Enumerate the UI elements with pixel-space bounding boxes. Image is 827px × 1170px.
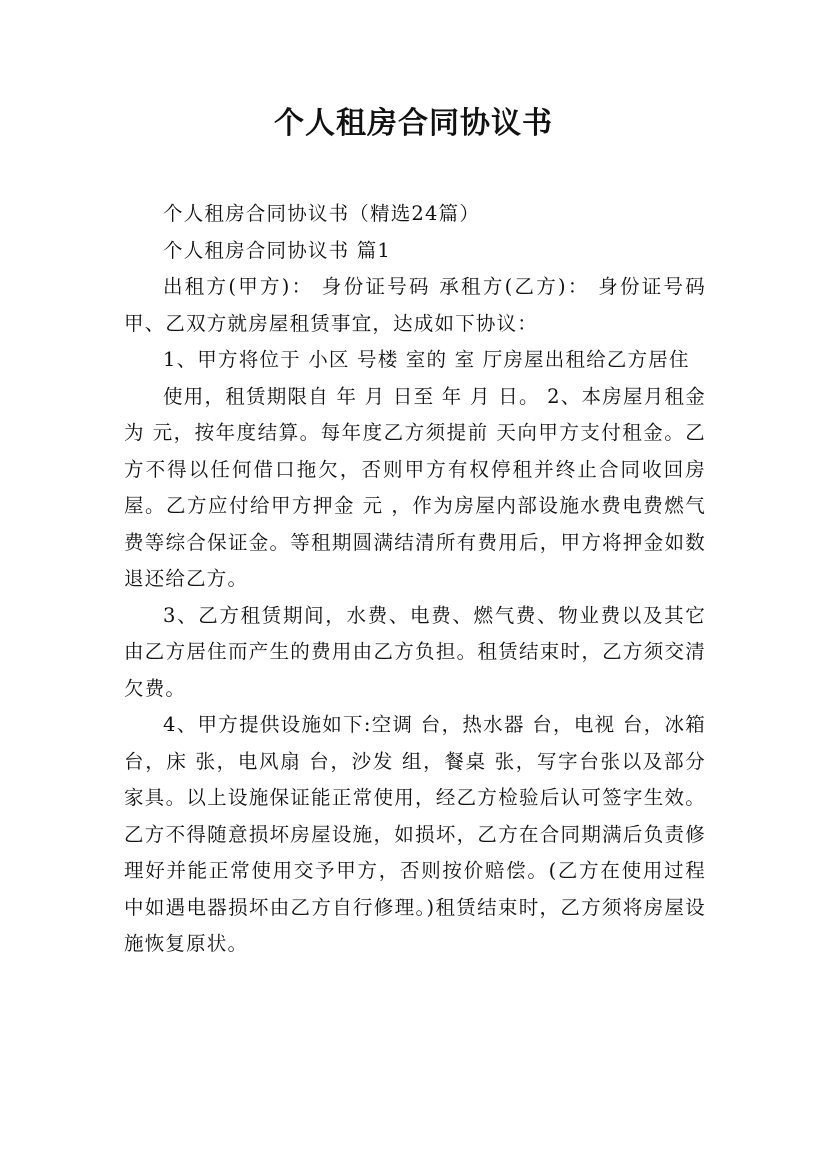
- clause-3-paragraph: 3、乙方租赁期间，水费、电费、燃气费、物业费以及其它由乙方居住而产生的费用由乙方负担。租赁结束时，乙方须交清欠费。: [124, 603, 706, 700]
- section-heading: 个人租房合同协议书 篇1: [163, 238, 392, 262]
- clause-1-paragraph: 1、甲方将位于 小区 号楼 室的 室 厅房屋出租给乙方居住: [163, 348, 690, 371]
- clause-1-continued-paragraph: 使用，租赁期限自 年 月 日至 年 月 日。 2、本房屋月租金为 元，按年度结算。每年度乙方须提前 天向甲方支付租金。乙方不得以任何借口拖欠，否则甲方有权停租并终止合同收回房屋。乙方应付给甲方押金 元 ，作为房屋内部设施水费电费燃气费等综合保证金。等租期圆满结清所有费用后，甲方将押金如数退还给乙方。: [124, 384, 706, 590]
- document-body: [124, 196, 706, 963]
- document-title: 个人租房合同协议书: [274, 106, 553, 141]
- clause-4-paragraph: 4、甲方提供设施如下:空调 台，热水器 台，电视 台，冰箱 台，床 张，电风扇 台，沙发 组，餐桌 张，写字台张以及部分家具。以上设施保证能正常使用，经乙方检验后认可签字生效。乙方不得随意损坏房屋设施，如损坏，乙方在合同期满后负责修理好并能正常使用交予甲方，否则按价赔偿。(乙方在使用过程中如遇电器损坏由乙方自行修理。)租赁结束时，乙方须将房屋设施恢复原状。: [124, 713, 706, 955]
- subtitle-paragraph: 个人租房合同协议书（精选24篇）: [163, 202, 481, 225]
- parties-paragraph: 出租方(甲方)： 身份证号码 承租方(乙方)： 身份证号码 甲、乙双方就房屋租赁事宜，达成如下协议：: [124, 275, 706, 335]
